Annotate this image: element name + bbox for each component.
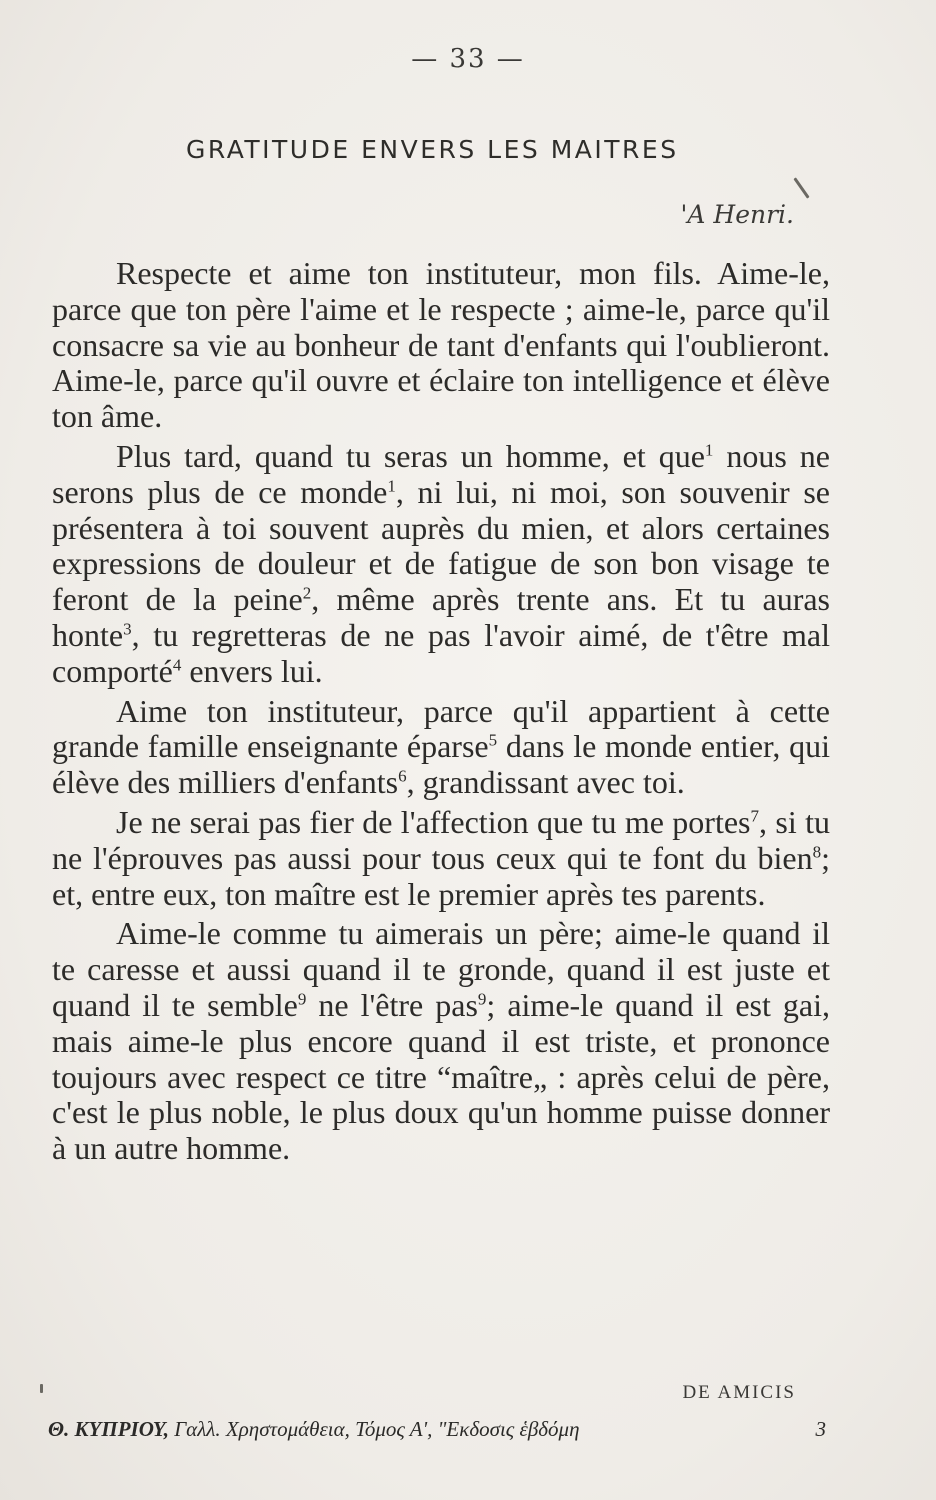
footer-author: Θ. ΚΥΠΡΙΟΥ, <box>48 1417 169 1441</box>
footnote-marker: 9 <box>297 989 307 1009</box>
paragraph <box>52 439 830 690</box>
dedication: 'A Henri. <box>680 200 794 229</box>
paragraph <box>52 916 830 1167</box>
footnote-marker: 7 <box>750 806 760 826</box>
paragraph-text: , tu regretteras de ne pas l'avoir aimé, de t'être mal comporté <box>52 616 830 689</box>
footer-sheet-number: 3 <box>815 1417 826 1441</box>
body-text <box>52 256 830 1171</box>
author-signature: DE AMICIS <box>682 1382 796 1403</box>
paragraph-text: ne l'être pas <box>306 986 478 1023</box>
paragraph-text: , même après trente ans. Et tu auras honte <box>52 581 831 653</box>
footnote-marker: 6 <box>398 766 407 786</box>
paragraph-text: Aime ton instituteur, parce qu'il appartient à cette grande famille enseignante éparse <box>52 692 830 765</box>
footnote-marker: 1 <box>704 440 714 460</box>
footnote-marker: 4 <box>172 655 182 675</box>
paragraph-text: , ni lui, ni moi, son souvenir se présentera à toi souvent auprès du mien, et alors certaines expressions de douleur et de fatigue de son bon visage te feront de la peine <box>52 473 831 618</box>
page-footer <box>48 1417 826 1442</box>
footnote-marker: 2 <box>302 583 312 603</box>
footnote-marker: 1 <box>387 476 396 496</box>
paragraph-text: envers lui. <box>181 652 323 689</box>
footnote-marker: 5 <box>488 730 498 750</box>
paragraph <box>52 805 830 912</box>
paragraph-text: ; aime-le quand il est gai, mais aime-le plus encore quand il est triste, et prononce toujours avec respect ce titre “maître„ : après celui de père, c'est le plus noble, le plus doux qu'un homme puisse donner à un autre homme. <box>52 986 831 1167</box>
footnote-marker: 9 <box>477 989 487 1009</box>
paragraph-text: Plus tard, quand tu seras un homme, et que <box>116 437 705 474</box>
chapter-title: GRATITUDE ENVERS LES MAITRES <box>186 135 679 164</box>
paragraph-text: dans le monde entier, qui élève des milliers d'enfants <box>52 728 830 801</box>
stray-mark <box>793 177 809 198</box>
paragraph-text: , si tu ne l'éprouves pas aussi pour tous ceux qui te font du bien <box>52 803 831 876</box>
paragraph <box>52 256 830 435</box>
footer-work: Γαλλ. Χρηστομάθεια, Τόμος Α', "Εκδοσις ἑβδόμη <box>174 1417 580 1441</box>
paragraph <box>52 694 830 801</box>
paragraph-text: Respecte et aime ton instituteur, mon fils. Aime-le, parce que ton père l'aime et le respecte ; aime-le, parce qu'il consacre sa vie au bonheur de tant d'enfants qui l'oublieront. Aime-le, parce qu'il ouvre et éclaire ton intelligence et élève ton âme. <box>52 255 830 435</box>
paragraph-text: , grandissant avec toi. <box>406 764 685 801</box>
footnote-marker: 8 <box>812 842 822 862</box>
footer-source <box>48 1417 580 1442</box>
page-number: — 33 — <box>411 44 525 74</box>
footnote-marker: 3 <box>123 619 132 639</box>
stray-mark <box>40 1384 43 1393</box>
paragraph-text: Je ne serai pas fier de l'affection que tu me portes <box>116 803 751 840</box>
paragraph-text: nous ne serons plus de ce monde <box>52 437 830 510</box>
paragraph-text: ; et, entre eux, ton maître est le premier après tes parents. <box>52 839 830 912</box>
paragraph-text: Aime-le comme tu aimerais un père; aime-le quand il te caresse et aussi quand il te gronde, quand il est juste et quand il te semble <box>52 915 830 1023</box>
